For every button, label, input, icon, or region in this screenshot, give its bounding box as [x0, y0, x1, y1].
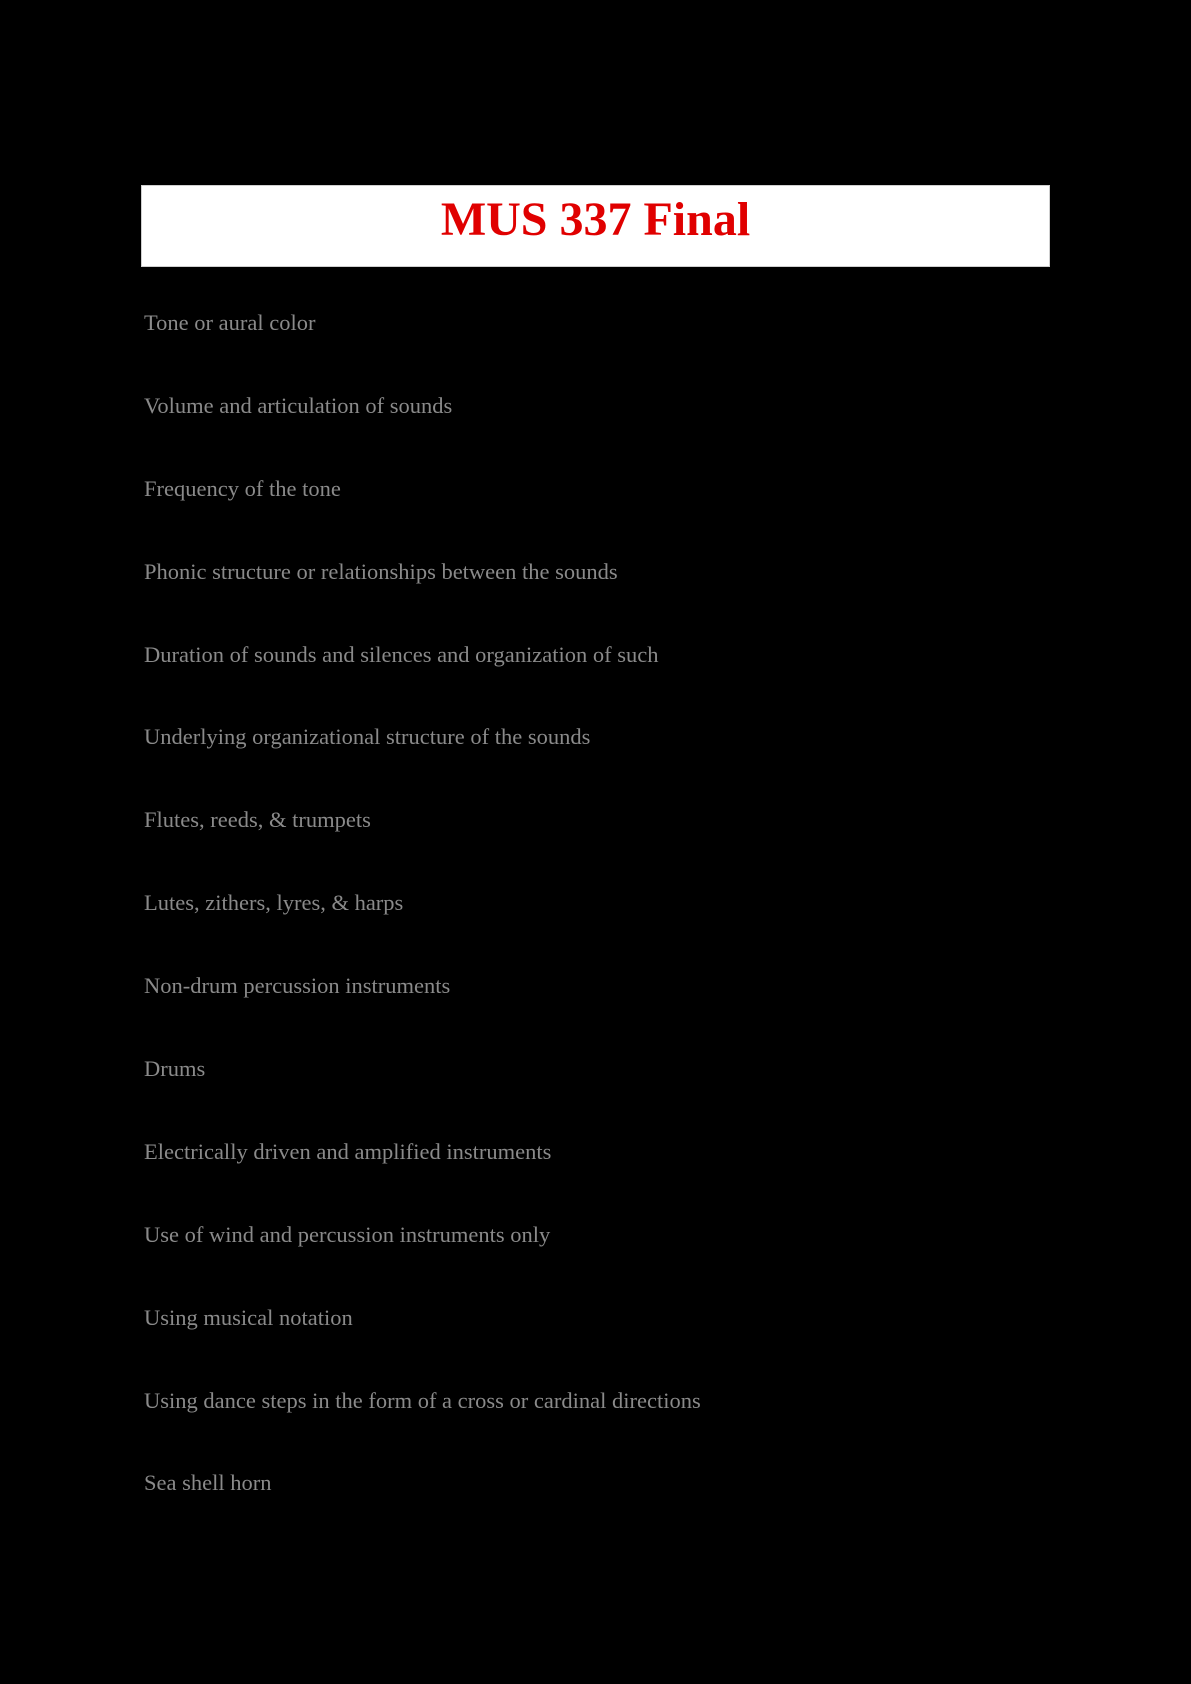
title-banner — [141, 185, 1050, 267]
term-list — [144, 306, 701, 1549]
term-item: Volume and articulation of sounds — [144, 392, 453, 418]
term-item: Frequency of the tone — [144, 475, 341, 501]
term-item: Phonic structure or relationships between the sounds — [144, 558, 618, 584]
term-item: Duration of sounds and silences and organization of such — [144, 641, 659, 667]
term-item: Using musical notation — [144, 1304, 353, 1330]
term-item: Lutes, zithers, lyres, & harps — [144, 890, 404, 916]
document-title: MUS 337 Final — [440, 193, 751, 246]
term-item: Use of wind and percussion instruments only — [144, 1221, 551, 1247]
term-item: Non-drum percussion instruments — [144, 973, 451, 999]
term-item: Sea shell horn — [144, 1470, 272, 1496]
term-item: Electrically driven and amplified instruments — [144, 1138, 552, 1164]
term-item: Underlying organizational structure of the sounds — [144, 724, 591, 750]
term-item: Drums — [144, 1056, 206, 1082]
term-item: Using dance steps in the form of a cross or cardinal directions — [144, 1387, 701, 1413]
term-item: Tone or aural color — [144, 310, 316, 335]
term-item: Flutes, reeds, & trumpets — [144, 807, 371, 833]
